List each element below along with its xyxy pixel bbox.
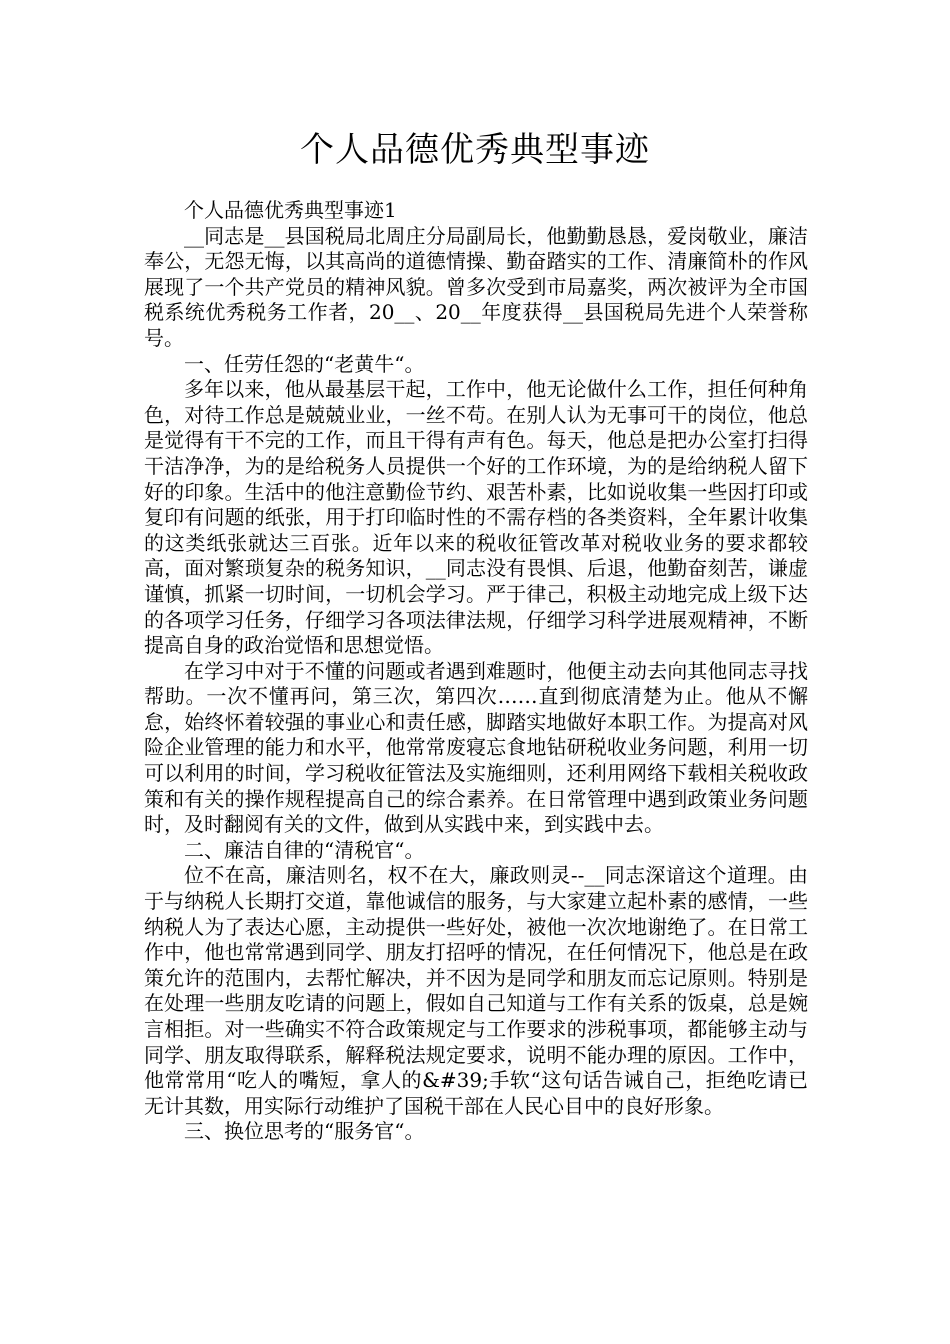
section-heading-1: 一、任劳任怨的“老黄牛“。 (184, 351, 425, 376)
section-heading-2: 二、廉洁自律的“清税官“。 (184, 837, 425, 862)
document-body (144, 198, 808, 1145)
section-heading-3: 三、换位思考的“服务官“。 (184, 1119, 425, 1144)
paragraph: 多年以来，他从最基层干起，工作中，他无论做什么工作，担任何种角色，对待工作总是兢兢业业，一丝不苟。在别人认为无事可干的岗位，他总是觉得有干不完的工作，而且干得有声有色。每天，他总是把办公室打扫得干洁净净，为的是给税务人员提供一个好的工作环境，为的是给纳税人留下好的印象。生活中的他注意勤俭节约、艰苦朴素，比如说收集一些因打印或复印有问题的纸张，用于打印临时性的不需存档的各类资料，全年累计收集的这类纸张就达三百张。近年以来的税收征管改革对税收业务的要求都较高，面对繁琐复杂的税务知识，__同志没有畏惧、后退，他勤奋刻苦，谦虚谨慎，抓紧一切时间，一切机会学习。严于律己，积极主动地完成上级下达的各项学习任务，仔细学习各项法律法规，仔细学习科学进展观精神，不断提高自身的政治觉悟和思想觉悟。 (144, 377, 808, 658)
paragraph: 位不在高，廉洁则名，权不在大，廉政则灵--__同志深谙这个道理。由于与纳税人长期打交道，靠他诚信的服务，与大家建立起朴素的感情，一些纳税人为了表达心愿，主动提供一些好处，被他一次次地谢绝了。在日常工作中，他也常常遇到同学、朋友打招呼的情况，在任何情况下，他总是在政策允许的范围内，去帮忙解决，并不因为是同学和朋友而忘记原则。特别是在处理一些朋友吃请的问题上，假如自己知道与工作有关系的饭桌，总是婉言相拒。对一些确实不符合政策规定与工作要求的涉税事项，都能够主动与同学、朋友取得联系，解释税法规定要求，说明不能办理的原因。工作中，他常常用“吃人的嘴短，拿人的&#39;手软“这句话告诫自己，拒绝吃请已无计其数，用实际行动维护了国税干部在人民心目中的良好形象。 (144, 863, 808, 1118)
paragraph: 在学习中对于不懂的问题或者遇到难题时，他便主动去向其他同志寻找帮助。一次不懂再问，第三次，第四次……直到彻底清楚为止。他从不懈怠，始终怀着较强的事业心和责任感，脚踏实地做好本职工作。为提高对风险企业管理的能力和水平，他常常废寝忘食地钻研税收业务问题，利用一切可以利用的时间，学习税收征管法及实施细则，还利用网络下载相关税收政策和有关的操作规程提高自己的综合素养。在日常管理中遇到政策业务问题时，及时翻阅有关的文件，做到从实践中来，到实践中去。 (144, 658, 808, 837)
document-title: 个人品德优秀典型事迹 (300, 130, 650, 170)
paragraph-heading: 个人品德优秀典型事迹1 (184, 198, 397, 222)
paragraph-intro: __同志是__县国税局北周庄分局副局长，他勤勤恳恳，爱岗敬业，廉洁奉公，无怨无悔，以其高尚的道德情操、勤奋踏实的工作、清廉简朴的作风展现了一个共产党员的精神风貌。曾多次受到市局嘉奖，两次被评为全市国税系统优秀税务工作者，20__、20__年度获得__县国税局先进个人荣誉称号。 (144, 223, 808, 350)
